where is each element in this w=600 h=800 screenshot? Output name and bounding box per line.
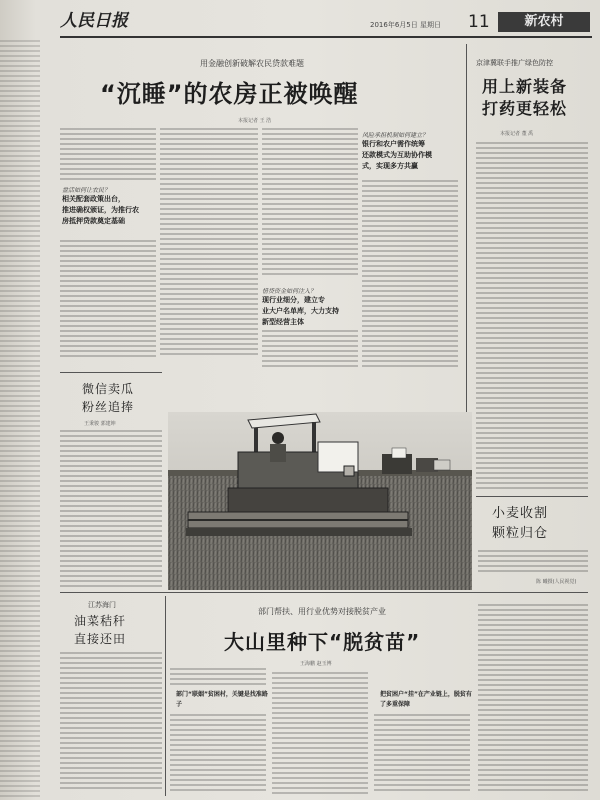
wheat-caption bbox=[478, 550, 588, 574]
section-label: 新农村 bbox=[498, 12, 590, 32]
right-kicker: 京津冀联手推广绿色防控 bbox=[476, 59, 553, 67]
main-subhead-3 bbox=[262, 286, 358, 328]
adjacent-page-text bbox=[0, 40, 40, 800]
subhead-3-line: 现行业细分，建立专 bbox=[262, 296, 325, 304]
poverty-body-col3 bbox=[374, 714, 470, 794]
poverty-body-lead bbox=[170, 668, 266, 688]
harvest-photo bbox=[168, 412, 472, 590]
melon-headline bbox=[82, 380, 134, 416]
issue-date: 2016年6月5日 星期日 bbox=[370, 21, 441, 29]
melon-body bbox=[60, 430, 162, 590]
main-kicker: 用金融创新破解农民贷款难题 bbox=[200, 59, 304, 68]
melon-byline: 王秉骏 郭建坤 bbox=[84, 421, 116, 427]
subhead-3-question: 惜贷资金如何注入？ bbox=[262, 288, 317, 295]
divider bbox=[476, 496, 588, 497]
main-body-col4 bbox=[362, 180, 458, 370]
poverty-headline: 大山里种下“脱贫苗” bbox=[224, 630, 421, 654]
poverty-body-col1 bbox=[170, 714, 266, 794]
poverty-body-col2 bbox=[272, 672, 368, 794]
subhead-2-line: 还款模式为互助协作模 bbox=[362, 151, 432, 159]
wheat-headline bbox=[492, 504, 548, 544]
main-subhead-1 bbox=[62, 185, 158, 227]
main-headline: “沉睡”的农房正被唤醒 bbox=[100, 80, 359, 108]
masthead bbox=[60, 6, 592, 38]
wheat-headline-line: 小麦收割 bbox=[492, 506, 549, 521]
main-byline: 本报记者 王 浩 bbox=[238, 118, 272, 124]
rapeseed-headline bbox=[74, 612, 126, 648]
poverty-subhead-2: 把贫困户“挂”在产业链上，脱贫有了多重保障 bbox=[380, 691, 472, 708]
subhead-2-line: 银行和农户需作统筹 bbox=[362, 140, 425, 148]
subhead-1-line: 推进确权颁证，为推行农 bbox=[62, 206, 139, 214]
subhead-3-line: 新型经营主体 bbox=[262, 318, 304, 326]
right-byline: 本报记者 董 禹 bbox=[500, 131, 534, 137]
subhead-2-line: 式，实现多方共赢 bbox=[362, 162, 418, 170]
melon-headline-line: 微信卖瓜 bbox=[82, 382, 135, 396]
right-headline-line: 用上新装备 bbox=[482, 77, 568, 96]
subhead-3-line: 业大户名单库，大力支持 bbox=[262, 307, 339, 315]
main-body-col3b bbox=[262, 330, 358, 370]
main-body-col3a bbox=[262, 128, 358, 278]
poverty-body-col4 bbox=[478, 604, 588, 794]
rapeseed-headline-line: 油菜秸秆 bbox=[74, 614, 127, 628]
poverty-subhead-1: 部门“联姻”贫困村，关键是找准路子 bbox=[176, 691, 268, 708]
divider bbox=[60, 372, 162, 373]
wheat-photo-credit: 陈 曦摄(人民视觉) bbox=[536, 579, 577, 585]
subhead-2-question: 风险承担机制如何建立？ bbox=[362, 132, 429, 139]
column-divider bbox=[165, 596, 166, 796]
poverty-kicker: 部门帮扶、用行业优势对接脱贫产业 bbox=[258, 607, 386, 616]
main-body-col2 bbox=[160, 128, 258, 358]
subhead-1-line: 相关配套政策出台， bbox=[62, 195, 125, 203]
newspaper-logo: 人民日报 bbox=[60, 11, 128, 31]
subhead-1-question: 盘活如何让农民？ bbox=[62, 187, 111, 194]
rapeseed-kicker: 江苏海门 bbox=[88, 601, 116, 609]
wheat-headline-line: 颗粒归仓 bbox=[492, 526, 549, 541]
harvest-photo-illustration bbox=[168, 412, 472, 590]
right-body bbox=[476, 142, 588, 492]
rapeseed-headline-line: 直接还田 bbox=[74, 632, 127, 646]
melon-headline-line: 粉丝追捧 bbox=[82, 400, 135, 414]
main-subhead-2 bbox=[362, 130, 458, 172]
rapeseed-body bbox=[60, 652, 162, 792]
page-number: 11 bbox=[468, 12, 490, 32]
horizontal-divider bbox=[60, 592, 588, 593]
right-headline bbox=[482, 76, 567, 120]
main-body-col1a bbox=[60, 128, 156, 182]
main-body-col1b bbox=[60, 240, 156, 360]
poverty-byline: 王海鹏 赵玉博 bbox=[300, 661, 332, 667]
right-headline-line: 打药更轻松 bbox=[482, 99, 568, 118]
subhead-1-line: 房抵押贷款奠定基础 bbox=[62, 217, 125, 225]
